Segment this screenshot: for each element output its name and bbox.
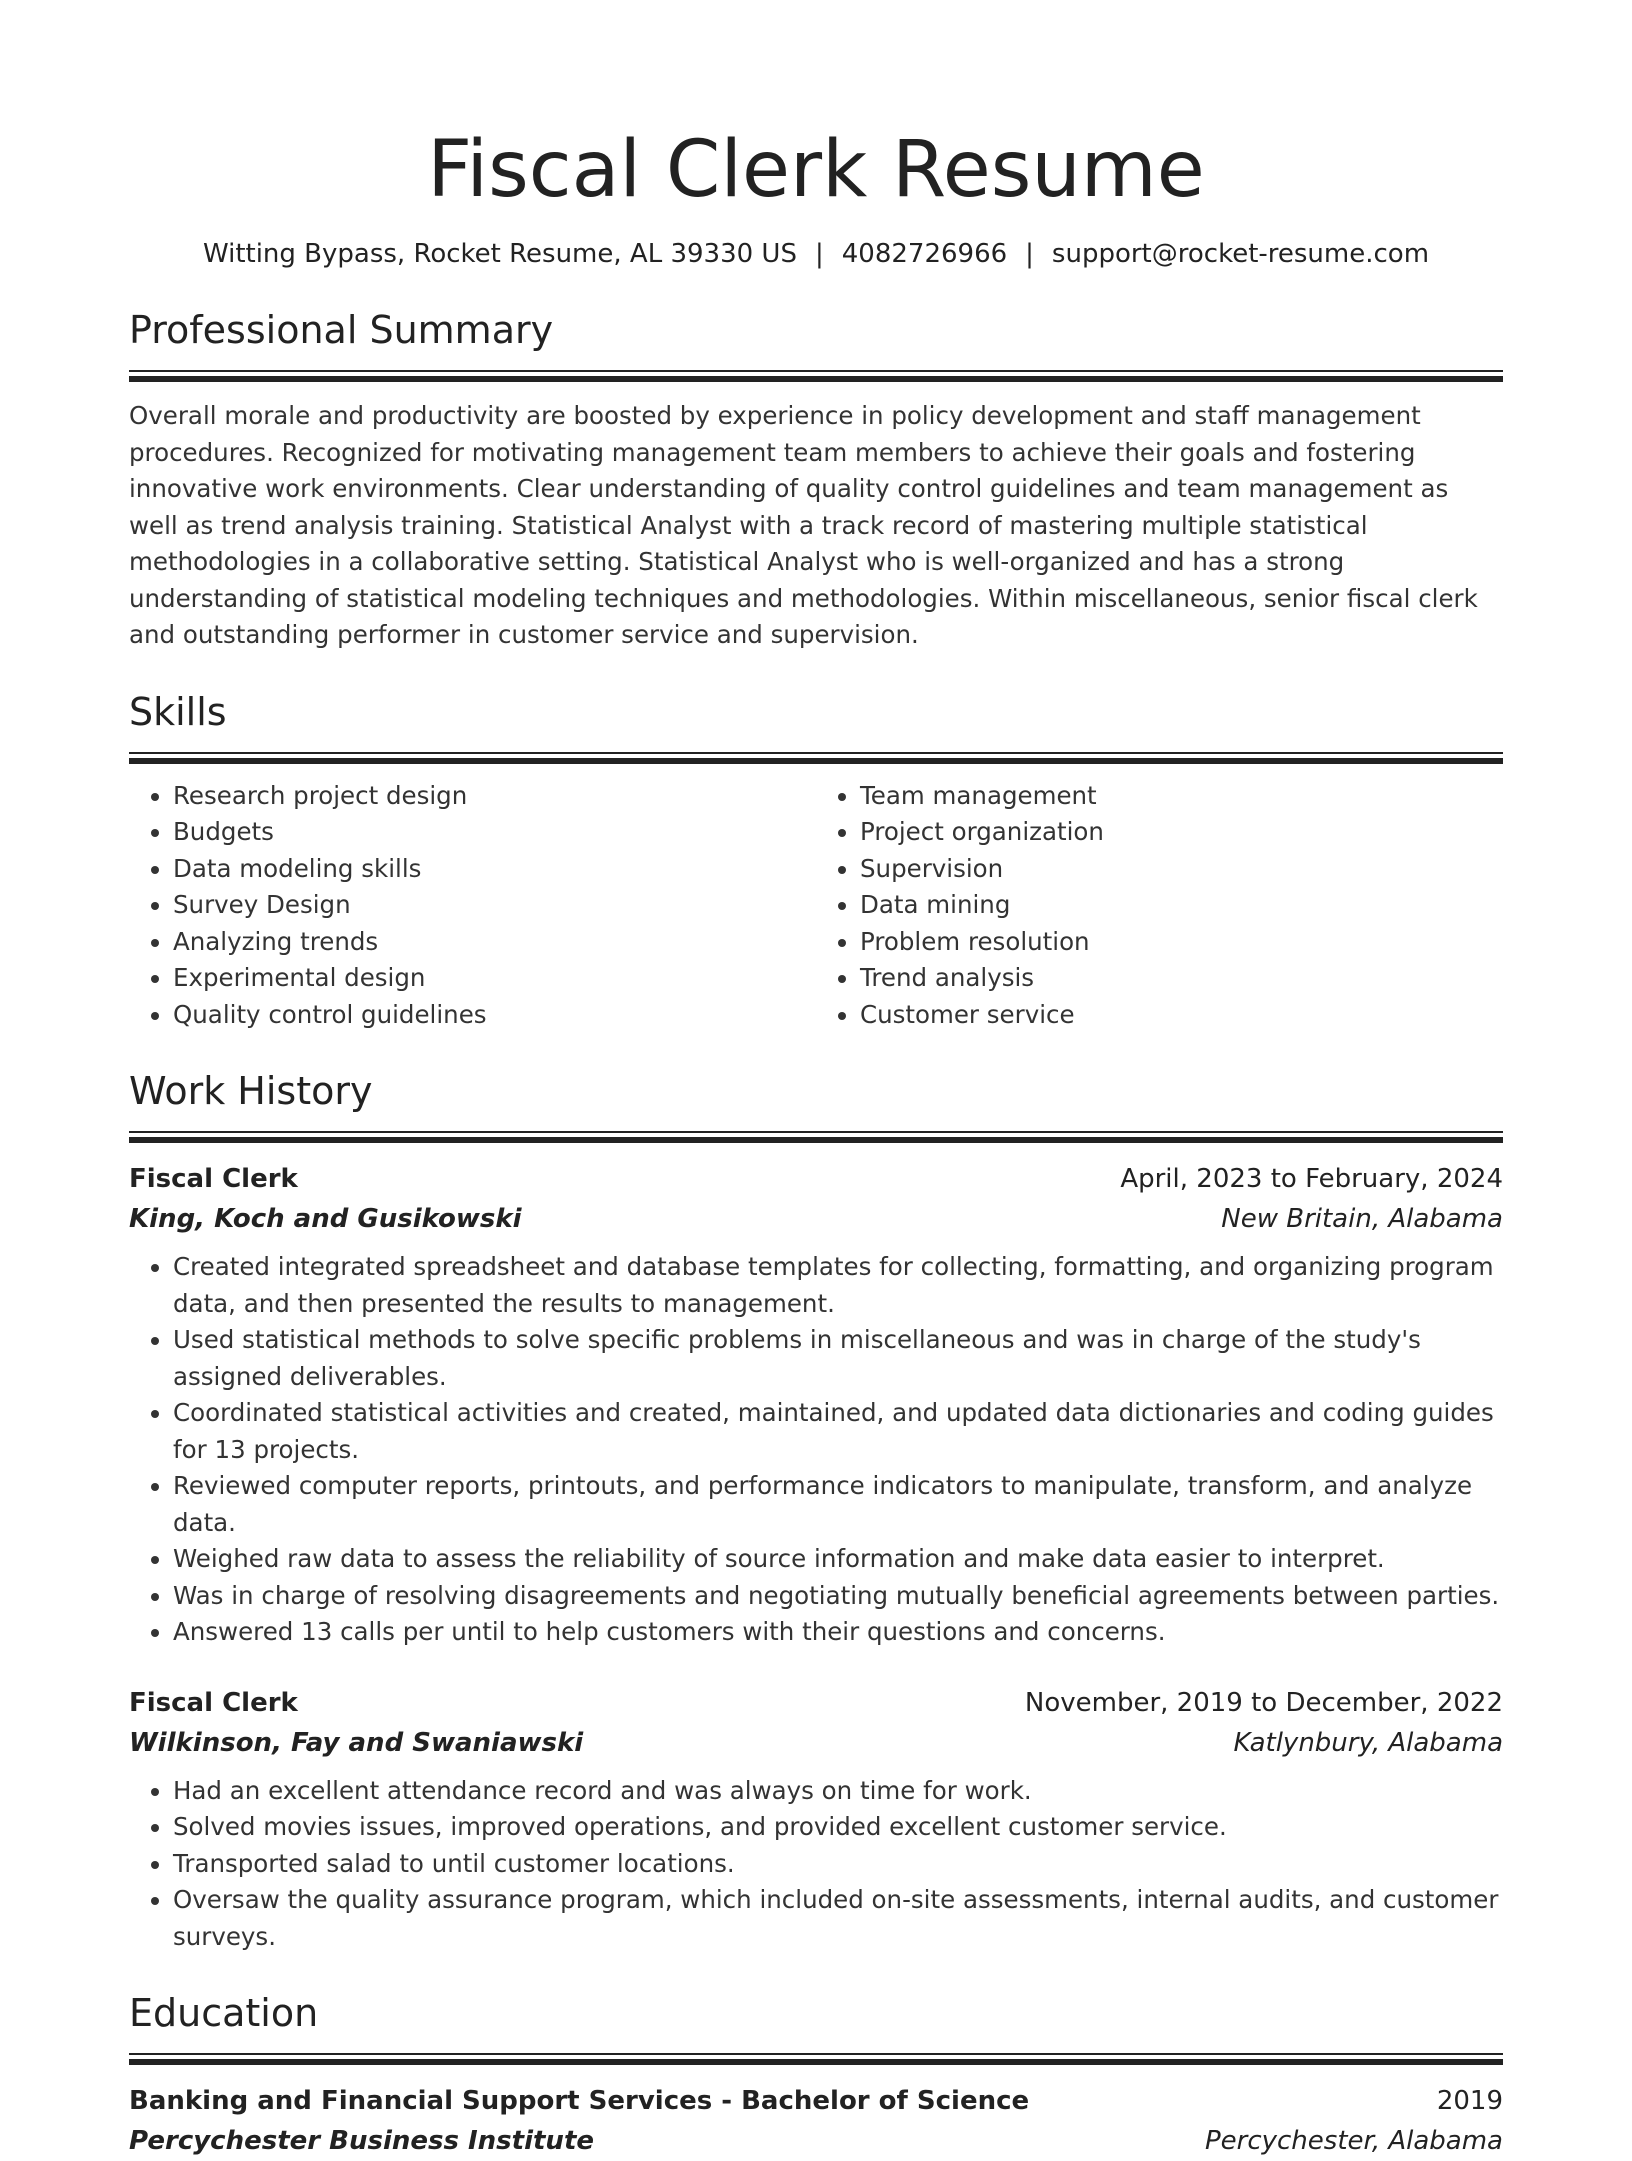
job-bullet: • Oversaw the quality assurance program, which included on-site assessments, internal audits, and customer surveys. <box>173 1882 1503 1955</box>
education-year: 2019 <box>1436 2086 1503 2116</box>
job-bullet: • Solved movies issues, improved operations, and provided excellent customer service. <box>173 1809 1503 1846</box>
skill-item: • Budgets <box>173 814 816 851</box>
job-entry <box>129 1159 1503 1651</box>
job-bullet: • Had an excellent attendance record and was always on time for work. <box>173 1773 1503 1810</box>
contact-separator: | <box>1025 239 1034 269</box>
education-location: Percychester, Alabama <box>1204 2126 1503 2156</box>
job-bullet: • Coordinated statistical activities and created, maintained, and updated data dictionaries and coding guides for 13 projects. <box>173 1395 1503 1468</box>
section-divider <box>129 370 1503 382</box>
education-entry <box>129 2081 1503 2161</box>
job-entry <box>129 1683 1503 1956</box>
skill-item: • Team management <box>860 778 1503 815</box>
job-bullets <box>129 1773 1503 1956</box>
job-header-row <box>129 1683 1503 1723</box>
job-header-row <box>129 1159 1503 1199</box>
education-degree-row <box>129 2081 1503 2121</box>
job-company-row <box>129 1723 1503 1763</box>
contact-phone: 4082726966 <box>841 239 1008 269</box>
skill-item: • Experimental design <box>173 960 816 997</box>
job-bullet: • Weighed raw data to assess the reliability of source information and make data easier to interpret. <box>173 1541 1503 1578</box>
skill-item: • Analyzing trends <box>173 924 816 961</box>
section-divider <box>129 1131 1503 1143</box>
skill-item: • Data mining <box>860 887 1503 924</box>
skill-item: • Quality control guidelines <box>173 997 816 1034</box>
education-school-row <box>129 2121 1503 2161</box>
job-title: Fiscal Clerk <box>129 1164 298 1194</box>
section-title-skills: Skills <box>129 689 227 734</box>
contact-address: Witting Bypass, Rocket Resume, AL 39330 US <box>202 239 797 269</box>
job-company: Wilkinson, Fay and Swaniawski <box>129 1727 584 1758</box>
section-title-work-history: Work History <box>129 1069 373 1113</box>
education-school: Percychester Business Institute <box>129 2126 595 2156</box>
skill-item: • Research project design <box>173 778 816 815</box>
job-bullet: • Was in charge of resolving disagreements and negotiating mutually beneficial agreements between parties. <box>173 1578 1503 1615</box>
job-company-row <box>129 1199 1503 1239</box>
skill-item: • Trend analysis <box>860 960 1503 997</box>
education-degree: Banking and Financial Support Services - Bachelor of Science <box>129 2086 1030 2116</box>
job-bullet: • Answered 13 calls per until to help customers with their questions and concerns. <box>173 1614 1503 1651</box>
resume-title: Fiscal Clerk Resume <box>427 125 1205 215</box>
skill-item: • Data modeling skills <box>173 851 816 888</box>
work-history-section <box>129 1067 1503 1955</box>
skills-columns <box>129 778 1503 1034</box>
section-divider <box>129 752 1503 764</box>
summary-text: Overall morale and productivity are boosted by experience in policy development and staff management procedures. Recognized for motivating management team members to achieve their goals and fostering innovative work environments. Clear understanding of quality control guidelines and team management as well as trend analysis training. Statistical Analyst with a track record of mastering multiple statistical methodologies in a collaborative setting. Statistical Analyst who is well-organized and has a strong understanding of statistical modeling techniques and methodologies. Within miscellaneous, senior fiscal clerk and outstanding performer in customer service and supervision. <box>129 401 1478 649</box>
section-title-education: Education <box>129 1991 319 2035</box>
job-title: Fiscal Clerk <box>129 1687 298 1718</box>
contact-line <box>129 236 1503 272</box>
job-bullet: • Used statistical methods to solve specific problems in miscellaneous and was in charge of the study's assigned deliverables. <box>173 1322 1503 1395</box>
job-bullet: • Created integrated spreadsheet and database templates for collecting, formatting, and organizing program data, and then presented the results to management. <box>173 1249 1503 1322</box>
job-location: Katlynbury, Alabama <box>1233 1727 1503 1758</box>
skill-item: • Project organization <box>860 814 1503 851</box>
skills-list-left <box>129 778 816 1034</box>
skills-section <box>129 688 1503 1034</box>
skill-item: • Survey Design <box>173 887 816 924</box>
skill-item: • Problem resolution <box>860 924 1503 961</box>
job-company: King, Koch and Gusikowski <box>129 1204 522 1234</box>
skill-item: • Customer service <box>860 997 1503 1034</box>
job-bullets <box>129 1249 1503 1651</box>
job-bullet: • Reviewed computer reports, printouts, and performance indicators to manipulate, transform, and analyze data. <box>173 1468 1503 1541</box>
job-dates: April, 2023 to February, 2024 <box>1120 1164 1503 1194</box>
job-dates: November, 2019 to December, 2022 <box>1024 1687 1503 1718</box>
section-title-summary: Professional Summary <box>129 308 554 352</box>
section-divider <box>129 2053 1503 2065</box>
skill-item: • Supervision <box>860 851 1503 888</box>
job-location: New Britain, Alabama <box>1221 1204 1503 1234</box>
skills-list-right <box>816 778 1503 1034</box>
job-bullet: • Transported salad to until customer locations. <box>173 1846 1503 1883</box>
education-section <box>129 1989 1503 2161</box>
summary-section <box>129 306 1503 654</box>
contact-separator: | <box>814 239 824 269</box>
contact-email: support@rocket-resume.com <box>1051 239 1430 269</box>
